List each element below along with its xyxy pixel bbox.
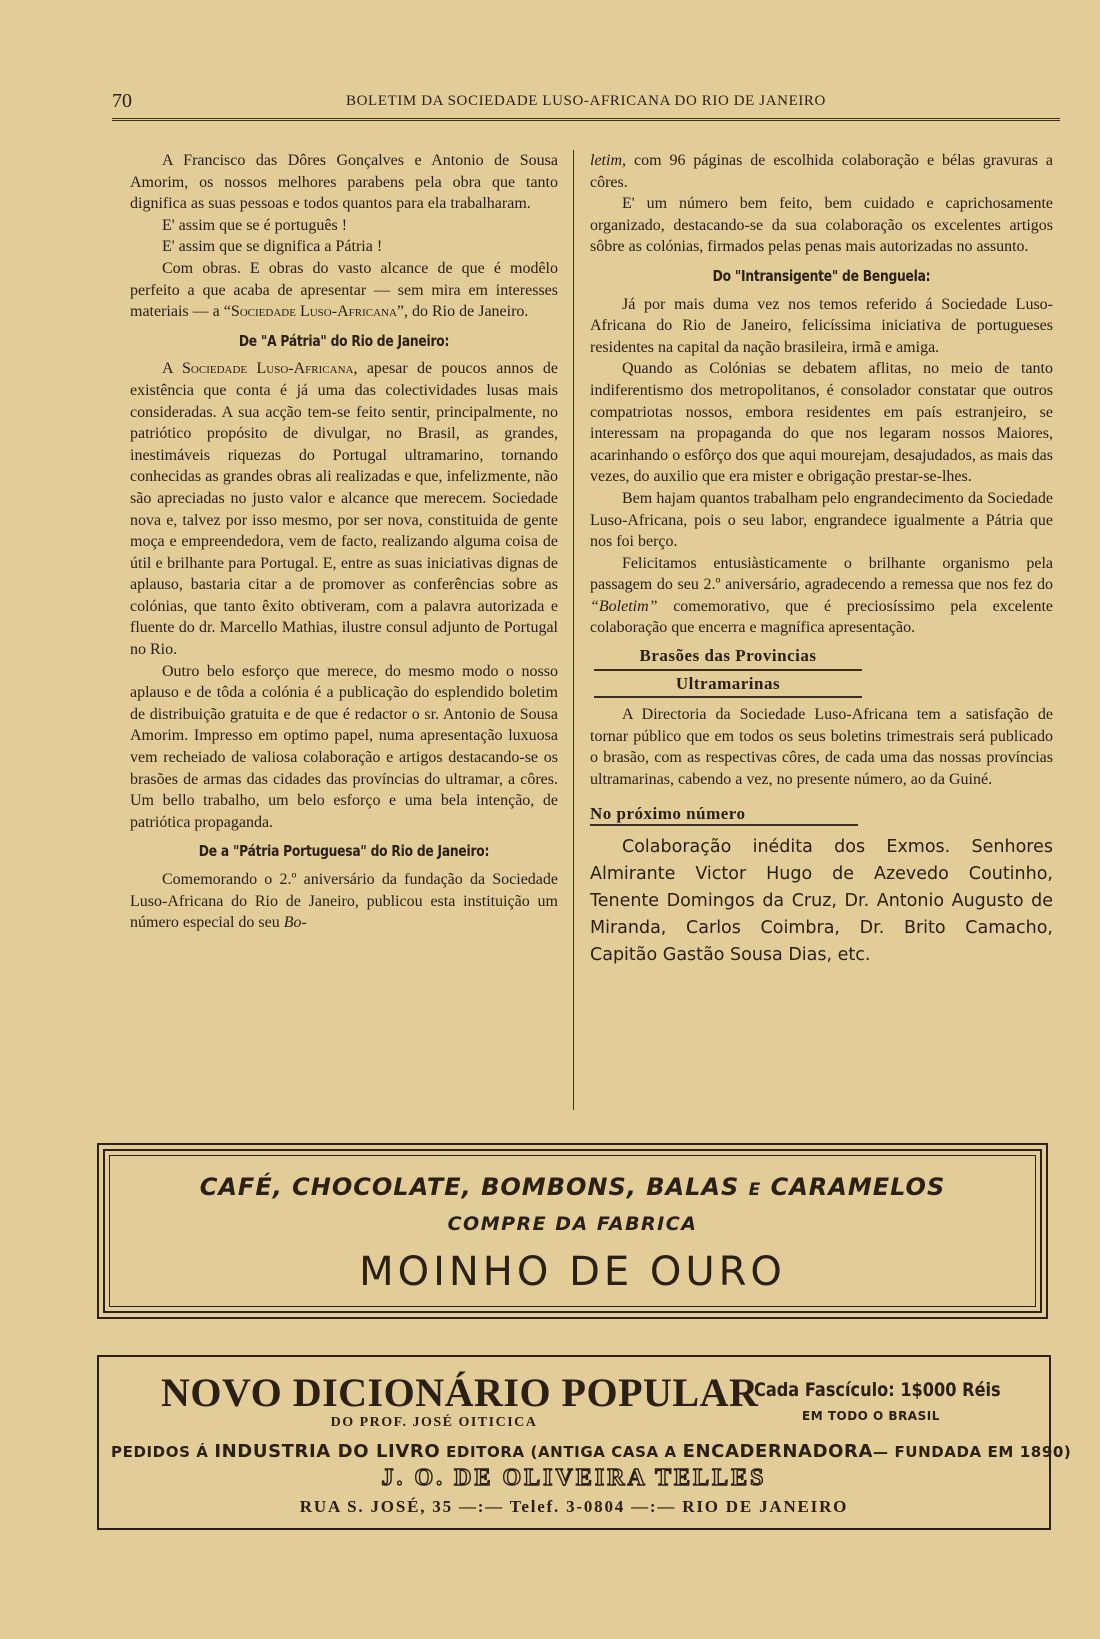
ad-dictionary-title: NOVO DICIONÁRIO POPULAR bbox=[161, 1370, 759, 1415]
paragraph: Outro belo esforço que merece, do mesmo modo o nosso aplauso e de tôda a colónia é a publicação do esplendido boletim de distribuição gratuita e de que é redactor o sr. Antonio de Sousa Amorim. Impresso em optimo papel, numa apresentação luxuosa vem recheiado de valiosa colaboração e artigos destacando-se os brasões de armas das cidades das províncias do ultramar, a côres. Um bello trabalho, um belo esforço e uma bela intenção, de patriótica propaganda. bbox=[130, 662, 558, 831]
ad-address: RUA S. JOSÉ, 35 —:— Telef. 3-0804 —:— RIO DE JANEIRO bbox=[299, 1497, 849, 1516]
left-column bbox=[130, 150, 558, 934]
paragraph bbox=[590, 553, 1053, 639]
ad-firm-name: J. O. DE OLIVEIRA TELLES bbox=[381, 1465, 767, 1491]
brasoes-heading-line1: Brasões das Provincias bbox=[594, 645, 862, 671]
text-run: PEDIDOS Á bbox=[111, 1443, 209, 1461]
paragraph bbox=[130, 258, 558, 323]
italic-run: Bo- bbox=[283, 914, 307, 932]
ad-price: Cada Fascículo: 1$000 Réis bbox=[754, 1379, 1001, 1401]
brasoes-heading bbox=[594, 645, 862, 698]
section-heading: Do "Intransigente" de Benguela: bbox=[712, 266, 931, 285]
collaborators-paragraph: Colaboração inédita dos Exmos. Senhores Almirante Victor Hugo de Azevedo Coutinho, Tenente Domingos da Cruz, Dr. Antonio Augusto de Miranda, Carlos Coimbra, Dr. Brito Camacho, Capitão Gastão Sousa Dias, etc. bbox=[590, 837, 1053, 966]
paragraph bbox=[590, 150, 1053, 193]
header-rule bbox=[112, 118, 1060, 121]
paragraph: Quando as Colónias se debatem aflitas, no meio de tanto indiferentismo dos metropolitanos, é consolador constatar que outros compatriotas nossos, embora residentes em país estranjeiro, se interessam na propaganda do que nos legaram nossos Maiores, acarinhando o esfôrço dos que aqui mourejam, desajudados, as mais das vezes, do auxilio que era mister e obrigação prestar-se-lhes. bbox=[590, 360, 1053, 486]
text-run: E bbox=[748, 1180, 762, 1200]
text-run: apesar de poucos annos de existência que conta é já uma das colectividades lusas mais consideradas. A sua acção tem-se feito sentir, principalmente, no patriótico propósito de divulgar, no Brasil, as grandes, inestimáveis riquezas do Portugal ultramarino, tornando conhecidas as grandes obras ali realizadas e que, infelizmente, não são apreciadas no justo valor e alcance que merecem. Sociedade nova e, talvez por isso mesmo, por ser nova, constituida de gente moça e empreendedora, vem de facto, realizando alguma coisa de útil e brilhante para Portugal. E, entre as suas iniciativas dignas de aplauso, bastaria citar a de promover as conferências sobre as colónias, que tanto êxito obtiveram, com a palavra autorizada e fluente do dr. Marcello Mathias, ilustre consul adjunto de Portugal no Rio. bbox=[130, 360, 559, 659]
ad-orders-line bbox=[111, 1441, 1071, 1462]
ad-compre-line: COMPRE DA FABRICA bbox=[447, 1213, 698, 1235]
paragraph: Bem hajam quantos trabalham pelo engrandecimento da Sociedade Luso-Africana, pois o seu labor, engrandece igualmente a Pátria que nos foi berço. bbox=[590, 489, 1053, 551]
paragraph: Já por mais duma vez nos temos referido á Sociedade Luso-Africana do Rio de Janeiro, felicíssima iniciativa de portugueses residentes na capital da nação brasileira, irmã e amiga. bbox=[590, 295, 1053, 356]
ad-price-note: EM TODO O BRASIL bbox=[802, 1409, 940, 1423]
running-title: BOLETIM DA SOCIEDADE LUSO-AFRICANA DO RIO DE JANEIRO bbox=[346, 93, 826, 109]
society-name: A Sociedade Luso-Africana, bbox=[162, 360, 358, 378]
brasoes-heading-line2: Ultramarinas bbox=[594, 671, 862, 699]
ad-moinho-de-ouro bbox=[97, 1143, 1048, 1319]
text-run: ”, do Rio de Janeiro. bbox=[396, 303, 529, 321]
paragraph: E' assim que se é português ! bbox=[162, 216, 348, 234]
ad-author: DO PROF. JOSÉ OITICICA bbox=[330, 1415, 538, 1430]
text-run: EDITORA (ANTIGA CASA A bbox=[446, 1443, 677, 1461]
paragraph: E' assim que se dignifica a Pátria ! bbox=[162, 238, 383, 256]
proximo-heading: No próximo número bbox=[590, 803, 858, 827]
ad-products-line bbox=[99, 1173, 1046, 1201]
right-column bbox=[590, 150, 1053, 969]
ad-novo-dicionario bbox=[97, 1355, 1072, 1530]
page-number: 70 bbox=[112, 90, 132, 112]
paragraph: A Francisco das Dôres Gonçalves e Antonio de Sousa Amorim, os nossos melhores parabens pela obra que tanto dignifica as suas pessoas e todos quantos para ela trabalharam. bbox=[130, 152, 558, 213]
paragraph bbox=[130, 358, 558, 660]
italic-run: “Boletim” bbox=[590, 597, 658, 615]
paragraph: E' um número bem feito, bem cuidado e caprichosamente organizado, destacando-se da sua colaboração os excelentes artigos sôbre as colónias, firmados pelas penas mais autorizadas no assunto. bbox=[590, 195, 1053, 256]
text-run: com 96 páginas de escolhida colaboração e bélas gravuras a côres. bbox=[590, 152, 1053, 191]
paragraph bbox=[130, 869, 558, 934]
text-run: — FUNDADA EM 1890) bbox=[873, 1443, 1072, 1461]
text-run: CAFÉ, CHOCOLATE, BOMBONS, BALAS bbox=[199, 1173, 740, 1201]
text-run: CARAMELOS bbox=[770, 1173, 946, 1201]
text-run: INDUSTRIA DO LIVRO bbox=[214, 1441, 441, 1462]
paragraph: A Directoria da Sociedade Luso-Africana tem a satisfação de tornar público que em todos os seus boletins trimestrais será publicado o brasão, com as respectivas côres, de cada uma das nossas províncias ultramarinas, cabendo a vez, no presente número, ao da Guiné. bbox=[590, 706, 1053, 789]
text-run: Felicitamos entusiàsticamente o brilhante organismo pela passagem do seu 2.º aniversário, agradecendo a remessa que nos fez do bbox=[590, 554, 1053, 594]
text-run: comemorativo, que é preciosíssimo pela excelente colaboração que encerra e magnífica apresentação. bbox=[590, 597, 1053, 637]
society-name: Sociedade Luso-Africana bbox=[230, 303, 397, 321]
page-header bbox=[112, 90, 1060, 116]
text-run: ENCADERNADORA bbox=[682, 1441, 874, 1462]
text-run: Com obras. E obras do vasto alcance de que é modêlo perfeito a que acaba de apresentar — sem mira em interesses materiais — a “ bbox=[130, 259, 558, 321]
italic-run: letim, bbox=[590, 152, 626, 169]
text-run: Comemorando o 2.º aniversário da fundação da Sociedade Luso-Africana do Rio de Janeiro, publicou esta instituição um número especial do seu bbox=[130, 871, 558, 932]
column-divider bbox=[573, 150, 574, 1110]
section-heading: De "A Pátria" do Rio de Janeiro: bbox=[238, 331, 450, 350]
ad-brand-name: MOINHO DE OURO bbox=[359, 1249, 786, 1295]
section-heading: De a "Pátria Portuguesa" do Rio de Janeiro: bbox=[198, 842, 490, 861]
